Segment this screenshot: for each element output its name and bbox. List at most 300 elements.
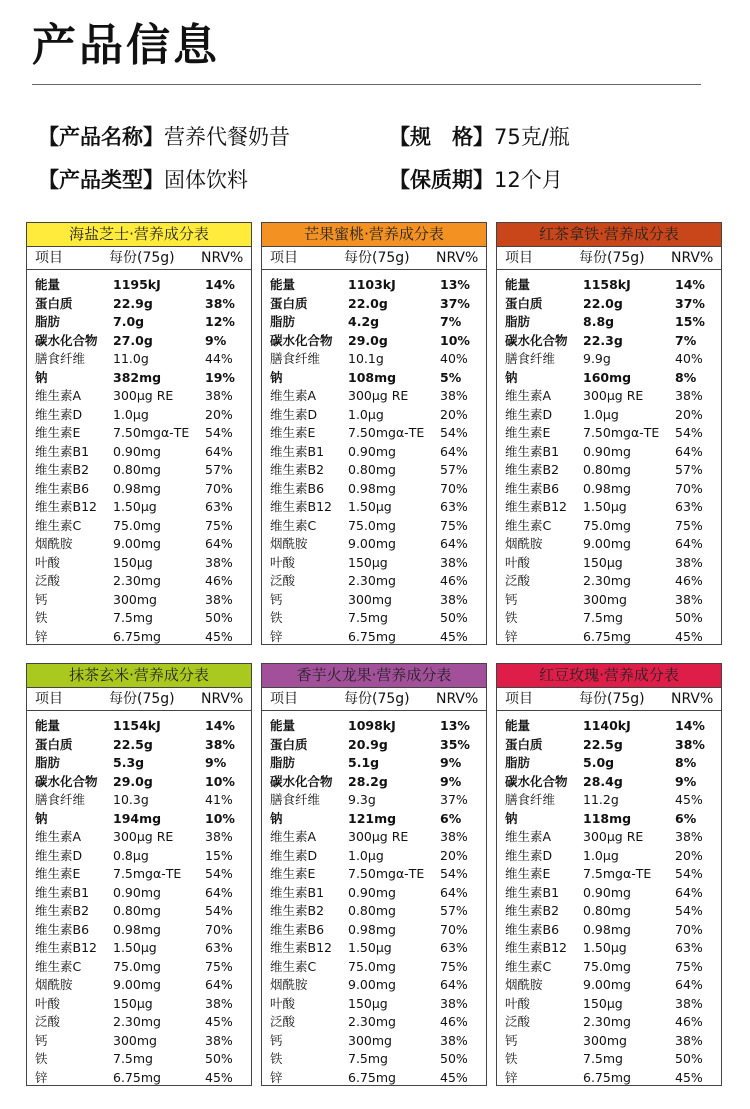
nutrient-row [497,976,721,995]
nutrient-row [27,295,251,314]
nutrient-amount: 0.98mg [113,921,161,937]
nutrient-amount: 10.1g [348,351,384,366]
nutrient-amount: 9.3g [348,792,376,807]
nutrient-nrv: 38% [440,554,468,570]
nutrient-row [497,554,721,573]
panel-title: 红茶拿铁·营养成分表 [497,223,721,247]
column-header-cell: NRV% [201,250,244,266]
nutrient-amount: 1103kJ [348,277,396,292]
nutrient-nrv: 8% [675,369,697,385]
nutrient-amount: 29.0g [113,773,153,789]
nutrient-row [27,754,251,773]
nutrient-amount: 0.90mg [113,884,161,900]
nutrient-name: 锌 [270,628,283,644]
nutrient-row [262,1032,486,1051]
nutrient-name: 叶酸 [505,554,531,570]
nutrient-name: 维生素C [505,517,552,533]
nutrient-name: 维生素A [35,388,82,403]
nutrient-name: 膳食纤维 [270,351,321,366]
nutrient-nrv: 75% [205,958,233,974]
nutrient-row [497,572,721,591]
column-header [27,688,251,711]
nutrient-nrv: 9% [440,755,462,770]
nutrient-name: 烟酰胺 [270,977,308,992]
nutrient-name: 维生素B12 [270,499,332,514]
nutrient-list [27,711,251,1087]
nutrient-amount: 75.0mg [348,517,396,533]
nutrient-nrv: 13% [440,718,470,733]
nutrient-nrv: 38% [205,295,235,311]
nutrient-row [497,1032,721,1051]
nutrient-nrv: 20% [440,406,468,422]
nutrient-row [262,865,486,884]
nutrient-amount: 150μg [113,554,153,570]
nutrient-row [27,350,251,369]
nutrient-row [262,406,486,425]
nutrient-name: 钙 [35,591,48,607]
nutrient-nrv: 38% [440,995,468,1011]
nutrient-amount: 22.0g [583,295,623,311]
nutrient-nrv: 54% [205,903,233,918]
nutrient-amount: 300mg [348,1032,392,1048]
nutrient-amount: 300μg RE [583,829,644,844]
nutrient-name: 脂肪 [505,314,531,329]
nutrient-nrv: 54% [205,866,233,881]
nutrient-amount: 1.0μg [348,406,384,422]
column-header-cell: 每份(75g) [344,250,410,266]
nutrient-nrv: 38% [205,995,233,1011]
nutrient-row [27,828,251,847]
nutrient-amount: 7.5mg [583,610,623,625]
nutrient-amount: 75.0mg [113,517,161,533]
nutrient-row [27,810,251,829]
nutrient-name: 铁 [270,610,283,625]
nutrient-row [497,921,721,940]
nutrient-name: 膳食纤维 [270,792,321,807]
nutrient-row [262,424,486,443]
panel-title: 芒果蜜桃·营养成分表 [262,223,486,247]
nutrient-nrv: 20% [205,406,233,422]
nutrient-list [262,270,486,646]
nutrient-name: 维生素C [35,517,82,533]
nutrient-nrv: 5% [440,369,462,385]
nutrient-name: 泛酸 [270,573,296,588]
nutrient-row [262,572,486,591]
nutrient-nrv: 70% [205,921,233,937]
nutrient-amount: 0.90mg [348,443,396,459]
nutrient-amount: 10.3g [113,792,149,807]
nutrient-name: 维生素B6 [505,480,560,496]
nutrient-nrv: 38% [675,995,703,1011]
nutrient-row [262,295,486,314]
nutrient-amount: 1195kJ [113,277,161,292]
nutrient-amount: 7.50mgα-TE [583,425,660,440]
nutrient-amount: 2.30mg [113,573,161,588]
nutrient-nrv: 70% [675,921,703,937]
nutrient-row [27,443,251,462]
column-header-cell: 每份(75g) [109,691,175,707]
nutrient-row [27,717,251,736]
nutrient-nrv: 45% [675,628,703,644]
nutrient-row [27,939,251,958]
nutrient-row [497,406,721,425]
column-header [262,247,486,270]
info-product-type [38,165,248,195]
nutrient-nrv: 46% [205,573,233,588]
nutrient-amount: 11.2g [583,792,619,807]
nutrient-name: 维生素E [35,425,81,440]
nutrient-amount: 108mg [348,369,397,385]
nutrient-name: 维生素B1 [35,884,90,900]
nutrient-nrv: 75% [440,958,468,974]
nutrient-amount: 1158kJ [583,277,631,292]
nutrient-name: 钠 [270,810,283,826]
nutrient-row [27,976,251,995]
nutrient-amount: 2.30mg [113,1014,161,1029]
nutrient-name: 维生素E [270,425,316,440]
nutrient-nrv: 20% [675,847,703,863]
nutrient-amount: 0.98mg [583,921,631,937]
column-header-cell: 每份(75g) [579,691,645,707]
nutrient-row [262,717,486,736]
nutrient-row [497,276,721,295]
nutrition-panel-matcha-brown-rice [26,663,252,1086]
nutrient-amount: 9.00mg [113,536,161,551]
nutrient-amount: 300mg [113,591,157,607]
nutrient-row [27,1069,251,1088]
nutrient-nrv: 45% [205,1014,233,1029]
nutrient-amount: 0.98mg [348,480,396,496]
nutrient-amount: 7.0g [113,314,145,329]
nutrient-amount: 1.50μg [583,499,627,514]
nutrient-name: 维生素B2 [35,903,90,918]
nutrient-row [497,517,721,536]
nutrient-nrv: 46% [440,1014,468,1029]
nutrient-amount: 0.80mg [113,903,161,918]
column-header-cell: NRV% [671,250,714,266]
nutrient-name: 锌 [35,628,48,644]
nutrient-amount: 150μg [348,554,388,570]
nutrient-name: 烟酰胺 [505,536,543,551]
nutrient-amount: 160mg [583,369,632,385]
nutrient-row [497,628,721,647]
nutrient-row [27,276,251,295]
nutrient-row [27,461,251,480]
nutrient-amount: 0.98mg [583,480,631,496]
nutrient-nrv: 63% [440,499,468,514]
nutrient-row [27,554,251,573]
column-header-cell: NRV% [436,250,479,266]
nutrient-nrv: 38% [675,829,703,844]
nutrient-nrv: 63% [205,940,233,955]
nutrient-amount: 1.50μg [348,499,392,514]
nutrient-name: 能量 [505,718,531,733]
nutrient-name: 钠 [505,369,518,385]
nutrient-nrv: 7% [440,314,462,329]
nutrient-row [497,939,721,958]
nutrient-nrv: 20% [675,406,703,422]
nutrient-nrv: 45% [675,792,703,807]
nutrient-amount: 2.30mg [583,573,631,588]
column-header-cell: 项目 [505,691,533,707]
nutrient-row [497,313,721,332]
nutrient-amount: 300μg RE [113,388,174,403]
nutrient-amount: 0.80mg [583,903,631,918]
nutrient-name: 钙 [505,1032,518,1048]
nutrient-amount: 4.2g [348,314,380,329]
nutrient-row [262,791,486,810]
nutrient-name: 维生素B1 [270,884,325,900]
nutrient-row [262,847,486,866]
nutrient-nrv: 8% [675,755,697,770]
nutrient-nrv: 38% [440,591,468,607]
nutrition-panel-black-tea-latte [496,222,722,645]
nutrient-row [27,517,251,536]
nutrient-name: 维生素B12 [35,940,97,955]
nutrient-amount: 1.50μg [348,940,392,955]
column-header-cell: NRV% [436,691,479,707]
nutrient-amount: 6.75mg [348,1069,396,1085]
nutrient-amount: 7.5mgα-TE [113,866,182,881]
nutrient-row [262,517,486,536]
nutrient-list [497,711,721,1087]
nutrient-nrv: 54% [440,866,468,881]
nutrient-amount: 0.90mg [348,884,396,900]
nutrient-amount: 7.50mgα-TE [348,866,425,881]
nutrient-row [262,810,486,829]
nutrient-nrv: 38% [675,388,703,403]
nutrient-nrv: 63% [440,940,468,955]
nutrient-name: 泛酸 [505,573,531,588]
nutrient-amount: 28.4g [583,773,623,789]
nutrient-amount: 1098kJ [348,718,396,733]
nutrient-amount: 11.0g [113,351,149,366]
nutrient-row [262,921,486,940]
nutrient-amount: 300mg [348,591,392,607]
nutrient-nrv: 14% [205,718,235,733]
nutrient-amount: 22.0g [348,295,388,311]
nutrient-nrv: 54% [675,866,703,881]
nutrient-name: 蛋白质 [270,736,308,752]
nutrient-amount: 118mg [583,810,632,826]
nutrient-name: 铁 [505,1051,518,1066]
nutrient-name: 钙 [270,591,283,607]
column-header-cell: NRV% [671,691,714,707]
nutrient-name: 维生素B2 [35,462,90,477]
nutrient-nrv: 38% [675,591,703,607]
nutrient-nrv: 64% [205,443,233,459]
nutrient-amount: 7.5mg [348,1051,388,1066]
nutrient-name: 能量 [35,718,61,733]
nutrient-amount: 7.5mg [113,610,153,625]
nutrient-name: 维生素C [270,958,317,974]
nutrient-amount: 9.00mg [583,977,631,992]
nutrient-row [497,591,721,610]
nutrient-nrv: 70% [205,480,233,496]
nutrient-amount: 7.50mgα-TE [348,425,425,440]
nutrient-amount: 6.75mg [348,628,396,644]
nutrient-nrv: 19% [205,369,235,385]
nutrient-amount: 22.5g [113,736,153,752]
nutrient-nrv: 37% [675,295,705,311]
nutrient-row [497,498,721,517]
nutrient-nrv: 38% [205,554,233,570]
nutrient-name: 碳水化合物 [270,332,333,348]
nutrient-row [262,828,486,847]
nutrient-amount: 75.0mg [583,958,631,974]
nutrient-nrv: 10% [205,810,235,826]
nutrient-row [497,609,721,628]
nutrient-row [262,1069,486,1088]
nutrient-nrv: 70% [440,921,468,937]
nutrient-row [262,387,486,406]
nutrient-row [27,995,251,1014]
nutrient-nrv: 35% [440,736,470,752]
nutrient-amount: 0.8μg [113,847,149,863]
nutrient-row [497,443,721,462]
nutrient-amount: 2.30mg [348,1014,396,1029]
nutrient-nrv: 50% [205,1051,233,1066]
nutrient-amount: 150μg [583,554,623,570]
nutrient-amount: 0.90mg [583,443,631,459]
nutrient-name: 钙 [270,1032,283,1048]
nutrient-nrv: 45% [440,1069,468,1085]
nutrient-amount: 22.5g [583,736,623,752]
nutrient-name: 铁 [270,1051,283,1066]
nutrient-row [497,461,721,480]
nutrient-amount: 300μg RE [583,388,644,403]
nutrient-row [497,424,721,443]
nutrient-amount: 0.80mg [348,903,396,918]
nutrient-name: 维生素A [270,388,317,403]
nutrient-row [27,1013,251,1032]
nutrient-amount: 9.00mg [113,977,161,992]
panel-title: 抹茶玄米·营养成分表 [27,664,251,688]
nutrient-amount: 27.0g [113,332,153,348]
nutrient-nrv: 44% [205,351,233,366]
nutrient-amount: 22.3g [583,332,623,348]
nutrient-name: 叶酸 [270,995,296,1011]
nutrient-nrv: 7% [675,332,697,348]
nutrient-nrv: 38% [205,736,235,752]
nutrient-nrv: 37% [440,295,470,311]
nutrient-name: 维生素B2 [505,903,560,918]
nutrient-list [497,270,721,646]
nutrient-name: 烟酰胺 [270,536,308,551]
nutrient-nrv: 64% [205,977,233,992]
nutrient-row [262,958,486,977]
nutrition-panel-mango-peach [261,222,487,645]
nutrient-name: 脂肪 [35,314,61,329]
nutrient-name: 叶酸 [505,995,531,1011]
nutrient-name: 铁 [35,610,48,625]
nutrient-amount: 7.50mgα-TE [113,425,190,440]
nutrient-nrv: 10% [440,332,470,348]
nutrient-nrv: 75% [675,958,703,974]
info-spec [389,122,570,152]
nutrient-name: 维生素C [505,958,552,974]
nutrient-name: 叶酸 [35,995,61,1011]
nutrient-nrv: 15% [205,847,233,863]
nutrient-name: 能量 [270,277,296,292]
nutrient-name: 维生素B2 [505,462,560,477]
nutrient-amount: 9.9g [583,351,611,366]
nutrient-amount: 300μg RE [113,829,174,844]
nutrient-row [27,958,251,977]
nutrient-nrv: 41% [205,792,233,807]
nutrient-amount: 300mg [583,1032,627,1048]
nutrient-row [262,313,486,332]
nutrient-amount: 1.0μg [348,847,384,863]
nutrient-amount: 0.98mg [113,480,161,496]
nutrient-name: 能量 [505,277,531,292]
nutrient-name: 维生素A [505,388,552,403]
nutrient-name: 钙 [505,591,518,607]
nutrient-row [262,535,486,554]
nutrient-row [497,717,721,736]
nutrient-row [262,332,486,351]
nutrient-amount: 29.0g [348,332,388,348]
column-header-cell: 每份(75g) [109,250,175,266]
nutrient-row [497,958,721,977]
nutrient-row [27,1032,251,1051]
nutrient-name: 泛酸 [270,1014,296,1029]
nutrient-nrv: 63% [675,499,703,514]
nutrient-nrv: 64% [205,884,233,900]
nutrient-row [262,480,486,499]
nutrient-nrv: 14% [675,277,705,292]
nutrient-name: 维生素C [35,958,82,974]
nutrient-row [27,480,251,499]
nutrient-amount: 8.8g [583,314,615,329]
nutrient-name: 维生素B2 [270,462,325,477]
nutrient-row [497,810,721,829]
nutrient-row [262,939,486,958]
nutrient-nrv: 14% [675,718,705,733]
nutrient-nrv: 9% [675,773,697,789]
nutrient-nrv: 64% [205,536,233,551]
nutrient-name: 维生素B1 [35,443,90,459]
nutrient-row [497,387,721,406]
nutrient-nrv: 6% [675,810,697,826]
nutrient-row [497,773,721,792]
nutrient-nrv: 38% [205,829,233,844]
nutrient-nrv: 46% [675,573,703,588]
info-value: 12个月 [494,168,563,192]
nutrient-name: 蛋白质 [270,295,308,311]
nutrient-amount: 1.0μg [583,847,619,863]
column-header-cell: 每份(75g) [579,250,645,266]
nutrition-panel-taro-pitaya [261,663,487,1086]
nutrient-row [262,1013,486,1032]
nutrient-name: 锌 [505,1069,518,1085]
nutrient-amount: 121mg [348,810,397,826]
nutrient-row [497,480,721,499]
nutrient-name: 锌 [35,1069,48,1085]
nutrient-row [27,847,251,866]
nutrient-nrv: 13% [440,277,470,292]
nutrient-row [262,554,486,573]
nutrient-row [497,1013,721,1032]
nutrient-nrv: 50% [205,610,233,625]
nutrient-row [262,773,486,792]
nutrient-amount: 9.00mg [348,977,396,992]
nutrient-name: 钙 [35,1032,48,1048]
nutrition-panel-red-bean-rose [496,663,722,1086]
nutrient-name: 维生素B12 [35,499,97,514]
nutrient-row [262,369,486,388]
nutrient-nrv: 37% [440,792,468,807]
